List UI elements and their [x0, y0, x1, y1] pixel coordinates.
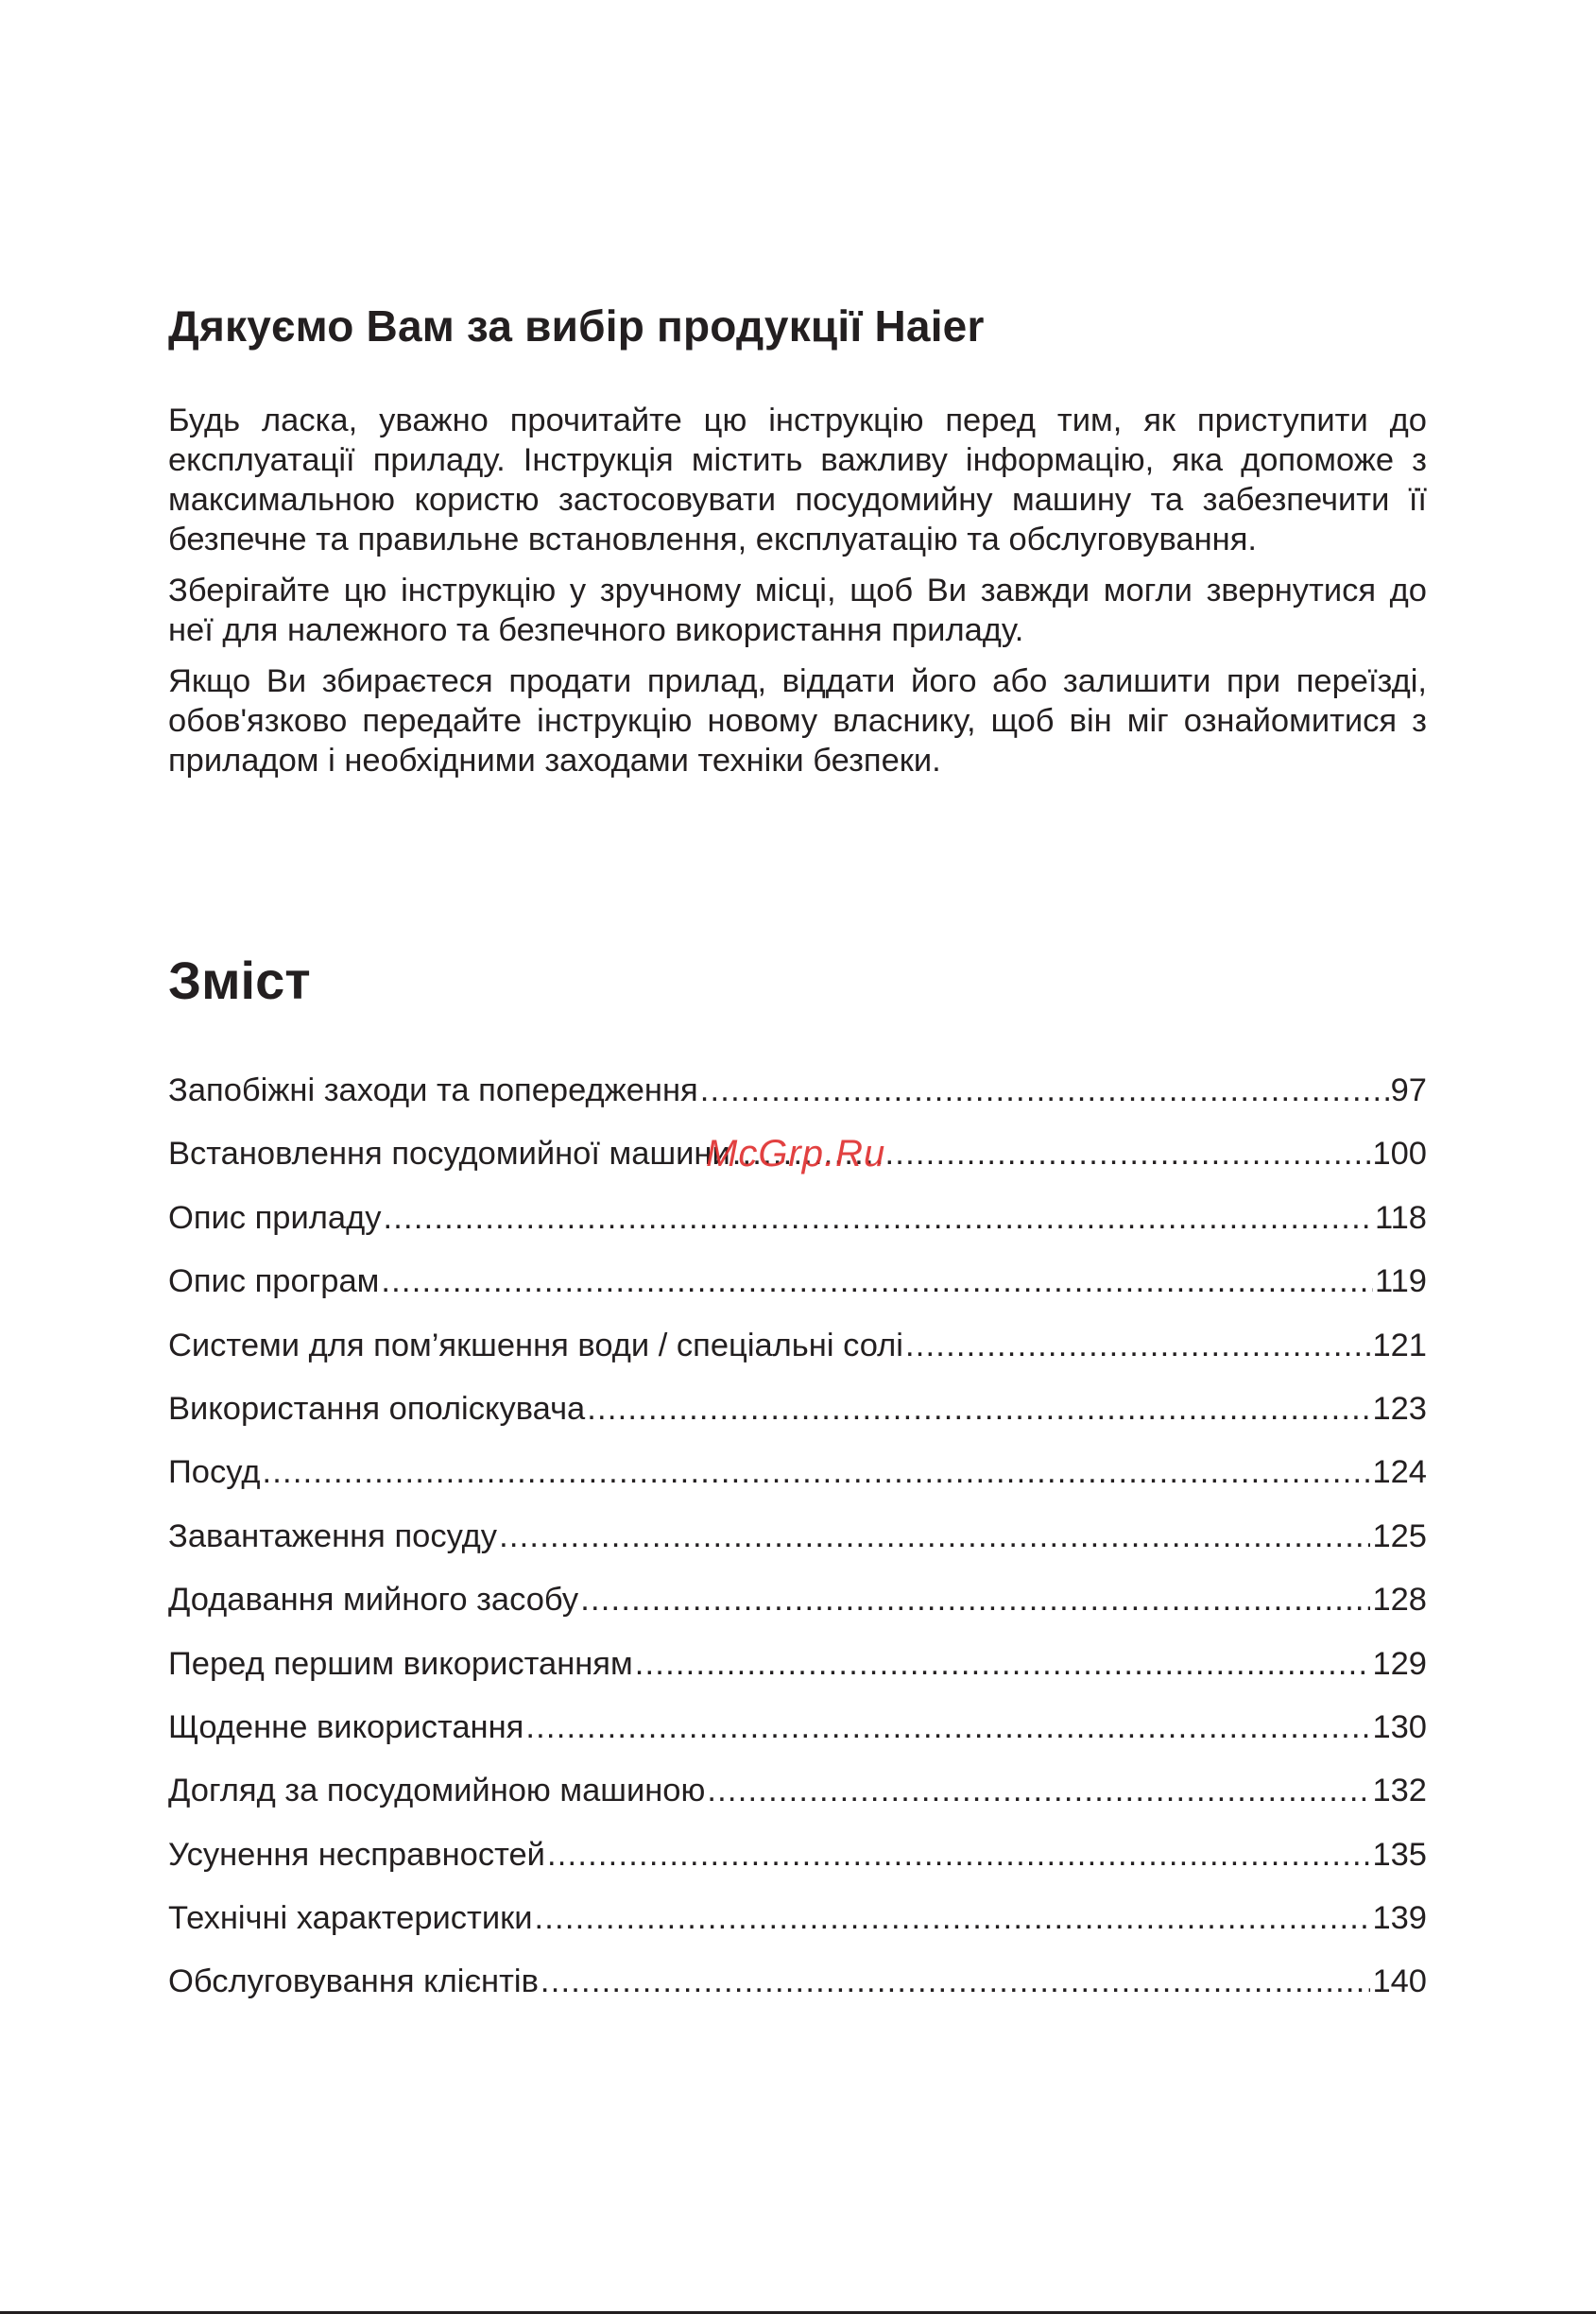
toc-item-page: 100	[1372, 1136, 1427, 1173]
toc-leader-dots	[262, 1449, 1370, 1495]
toc-item-label: Завантаження посуду	[168, 1517, 498, 1554]
toc-item-page: 132	[1372, 1773, 1427, 1809]
toc-item[interactable]	[168, 1832, 1427, 1895]
watermark: McGrp.Ru	[706, 1133, 886, 1174]
toc-item-page: 140	[1372, 1963, 1427, 2000]
toc-leader-dots	[635, 1641, 1371, 1687]
toc-leader-dots	[580, 1577, 1370, 1622]
toc-leader-dots	[534, 1895, 1370, 1941]
toc-leader-dots	[525, 1705, 1370, 1750]
toc-item-label: Опис програм	[168, 1263, 380, 1300]
toc-item-label: Посуд	[168, 1454, 261, 1491]
toc-item-label: Обслуговування клієнтів	[168, 1963, 539, 2000]
toc-item[interactable]	[168, 1259, 1427, 1322]
toc-item[interactable]	[168, 1641, 1427, 1705]
toc-item[interactable]	[168, 1323, 1427, 1386]
toc-item[interactable]	[168, 1068, 1427, 1131]
intro-paragraph: Зберігайте цю інструкцію у зручному місці, щоб Ви завжди могли звернутися до неї для належного та безпечного використання приладу.	[168, 573, 1427, 648]
toc-item-label: Опис приладу	[168, 1199, 382, 1236]
toc-item[interactable]	[168, 1768, 1427, 1831]
toc-item[interactable]	[168, 1959, 1427, 2022]
toc-item-page: 119	[1374, 1263, 1427, 1300]
toc-item-label: Перед першим використанням	[168, 1645, 633, 1682]
toc-item-label: Догляд за посудомийною машиною	[168, 1773, 706, 1809]
toc-leader-dots	[587, 1386, 1370, 1431]
toc-list	[168, 1068, 1427, 2023]
toc-leader-dots	[383, 1195, 1373, 1241]
toc-item-label: Встановлення посудомийної машини	[168, 1136, 730, 1173]
toc-item[interactable]	[168, 1895, 1427, 1959]
toc-item[interactable]	[168, 1195, 1427, 1259]
toc-item-page: 118	[1374, 1199, 1427, 1236]
toc-leader-dots	[499, 1514, 1370, 1559]
toc-item[interactable]	[168, 1705, 1427, 1768]
toc-item-page: 97	[1390, 1072, 1427, 1108]
toc-item-label: Використання ополіскувача	[168, 1390, 586, 1427]
toc-item[interactable]	[168, 1386, 1427, 1449]
intro-paragraph: Якщо Ви збираєтеся продати прилад, віддати його або залишити при переїзді, обов'язково передайте інструкцію новому власнику, щоб він міг ознайомитися з приладом і необхідними заходами техніки безпеки.	[168, 663, 1427, 779]
toc-item-page: 124	[1372, 1454, 1427, 1491]
toc-item-page: 128	[1372, 1582, 1427, 1619]
toc-item-label: Щоденне використання	[168, 1708, 524, 1745]
toc-title: Зміст	[168, 951, 311, 1010]
toc-item-label: Технічні характеристики	[168, 1900, 533, 1937]
toc-item-page: 125	[1372, 1517, 1427, 1554]
toc-item-page: 135	[1372, 1836, 1427, 1873]
toc-item-label: Додавання мийного засобу	[168, 1582, 579, 1619]
toc-leader-dots	[707, 1768, 1370, 1813]
intro-title: Дякуємо Вам за вибір продукції Haier	[168, 301, 985, 351]
toc-item-page: 130	[1372, 1708, 1427, 1745]
toc-item[interactable]	[168, 1514, 1427, 1577]
toc-item-page: 129	[1372, 1645, 1427, 1682]
toc-item[interactable]	[168, 1577, 1427, 1640]
intro-paragraph: Будь ласка, уважно прочитайте цю інструкцію перед тим, як приступити до експлуатації приладу. Інструкція містить важливу інформацію, яка допоможе з максимальною користю застосовувати посудомийну машину та забезпечити її безпечне та правильне встановлення, експлуатацію та обслуговування.	[168, 403, 1427, 557]
intro-body	[168, 401, 1427, 792]
toc-item-label: Системи для пом’якшення води / спеціальні солі	[168, 1327, 903, 1363]
toc-leader-dots	[905, 1323, 1371, 1368]
toc-item-label: Запобіжні заходи та попередження	[168, 1072, 698, 1108]
toc-leader-dots	[547, 1832, 1370, 1877]
toc-item-page: 139	[1372, 1900, 1427, 1937]
toc-item-page: 123	[1372, 1390, 1427, 1427]
toc-item-label: Усунення несправностей	[168, 1836, 545, 1873]
toc-item[interactable]	[168, 1449, 1427, 1513]
toc-leader-dots	[700, 1068, 1389, 1113]
toc-leader-dots	[541, 1959, 1371, 2004]
toc-item-page: 121	[1372, 1327, 1427, 1363]
toc-leader-dots	[381, 1259, 1373, 1304]
